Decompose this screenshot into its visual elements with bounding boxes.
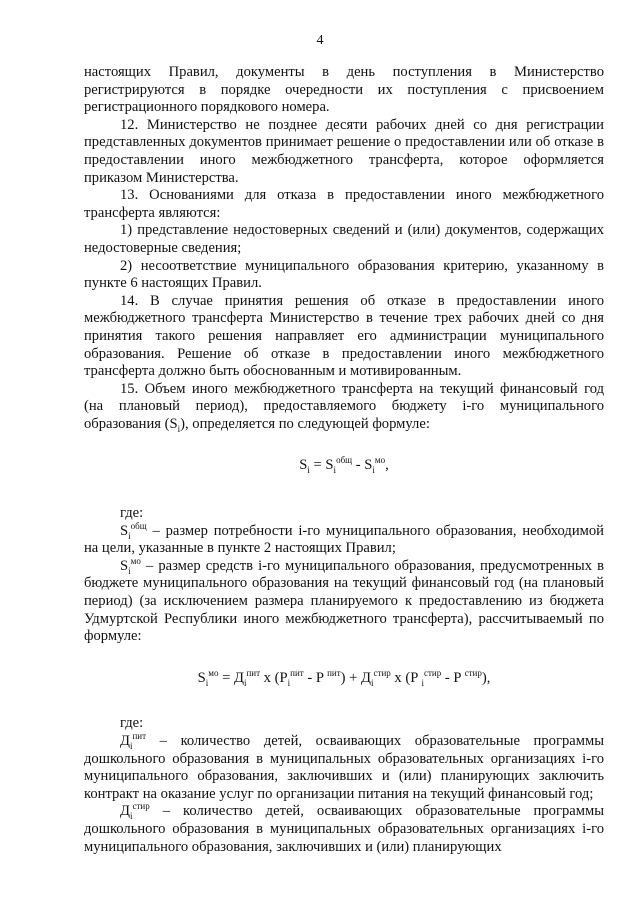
paragraph: 12. Министерство не позднее десяти рабочих дней со дня регистрации представленных документов принимает решение о предоставлении или об отказе в предоставлении иного межбюджетного трансферта, которое оформляется приказом Министерства. <box>84 116 604 186</box>
paragraph: 15. Объем иного межбюджетного трансферта на текущий финансовый год (на плановый период), предоставляемого бюджету i-го муниципального образования $(S_i)$, определяется по следующей формуле: <box>84 380 604 434</box>
page-number: 4 <box>316 33 324 48</box>
formula-s-i: $S_i = S_i^{общ} - S_i^{мо}$, <box>299 455 389 476</box>
paragraph: 14. В случае принятия решения об отказе в предоставлении иного межбюджетного трансферта Министерство в течение трех рабочих дней со дня принятия такого решения направляет его администрации муниципального образования. Решение об отказе в предоставлении иного межбюджетного трансферта должно быть обоснованным и мотивированным. <box>84 292 604 380</box>
definition-s-mo: $S_i^{мо}$ – размер средств i-го муниципального образования, предусмотренных в бюджете муниципального образования на текущий финансовый год (на плановый период) (за исключением размера планируемого к предоставлению из бюджета Удмуртской Республики иного межбюджетного трансферта), рассчитываемый по формуле: <box>84 555 604 645</box>
where-label: где: <box>120 505 144 522</box>
where-label: где: <box>120 715 144 732</box>
paragraph: 2) несоответствие муниципального образования критерию, указанному в пункте 6 настоящих Правил. <box>84 257 604 292</box>
paragraph: 1) представление недостоверных сведений и (или) документов, содержащих недостоверные сведения; <box>84 222 604 256</box>
formula-s-mo: $S_i^{мо} = Д_i^{пит}$ x ($P_i^{пит}$ - P $^{пит}) + Д_i^{стир}$ x (P $_i^{стир}$ - P $^{стир}$), <box>197 667 491 688</box>
paragraph: настоящих Правил, документы в день поступления в Министерство регистрируются в порядке очередности их поступления с присвоением регистрационного порядкового номера. <box>84 64 604 116</box>
definition-s-obsh: $S_i^{общ}$ – размер потребности i-го муниципального образования, необходимой на цели, указанные в пункте 2 настоящих Правил; <box>84 520 604 557</box>
paragraph: 13. Основаниями для отказа в предоставлении иного межбюджетного трансферта являются: <box>84 187 604 221</box>
document-body <box>84 64 604 856</box>
definition-d-stir: $Д_i^{стир}$ – количество детей, осваивающих образовательные программы дошкольного образования в муниципальных образовательных организациях i-го муниципального образования, заключивших и (или) планирующих <box>84 801 604 855</box>
definition-d-pit: $Д_i^{пит}$ – количество детей, осваивающих образовательные программы дошкольного образования в муниципальных образовательных организациях i-го муниципального образования, заключивших и (или) планирующих заключить контракт на оказание услуг по организации питания на текущий финансовый год; <box>84 731 604 802</box>
